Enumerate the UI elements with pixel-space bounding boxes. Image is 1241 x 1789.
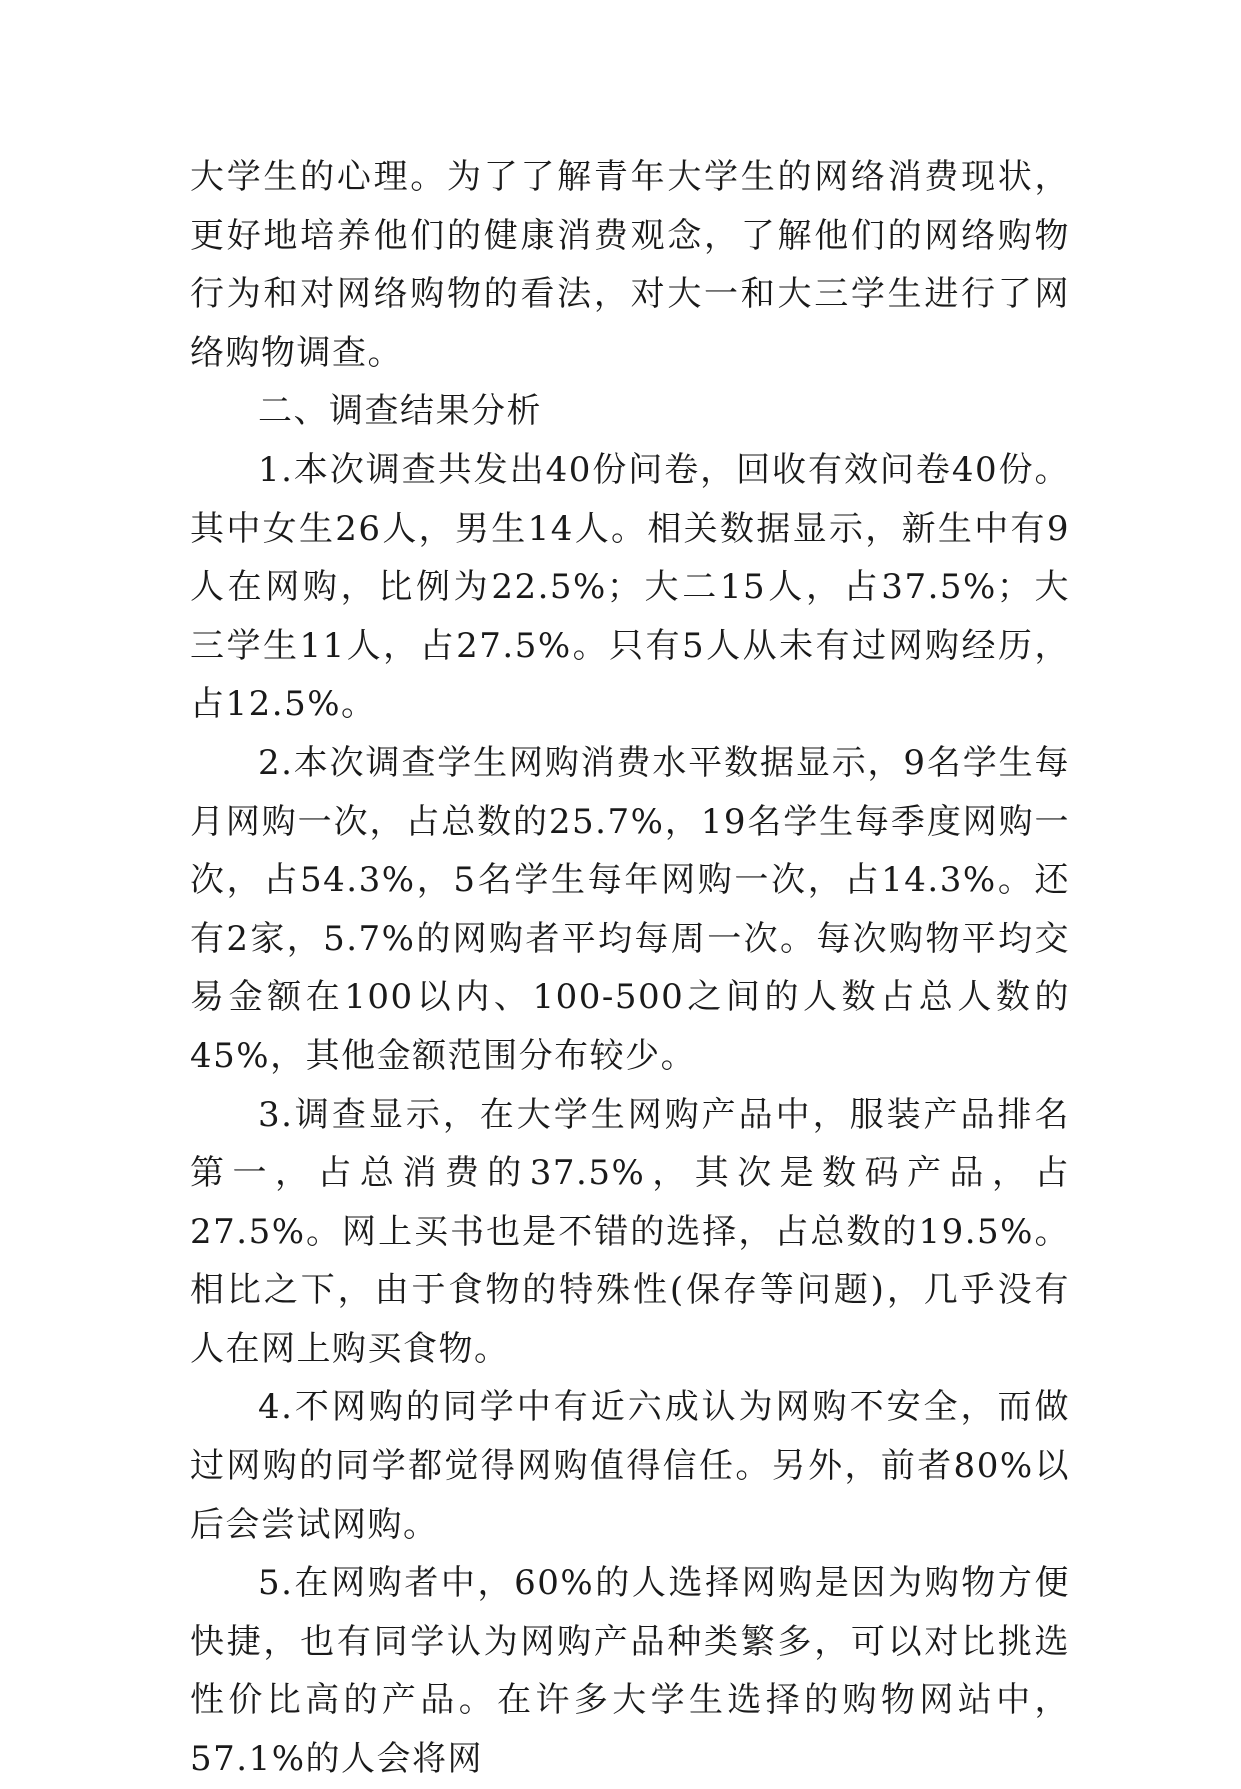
paragraph-finding-3: 3.调查显示，在大学生网购产品中，服装产品排名第一，占总消费的37.5%，其次是数码产品，占27.5%。网上买书也是不错的选择，占总数的19.5%。相比之下，由于食物的特殊性(保存等问题)，几乎没有人在网上购买食物。 xyxy=(190,1094,1070,1369)
paragraph-finding-2: 2.本次调查学生网购消费水平数据显示，9名学生每月网购一次，占总数的25.7%，19名学生每季度网购一次，占54.3%，5名学生每年网购一次，占14.3%。还有2家，5.7%的网购者平均每周一次。每次购物平均交易金额在100以内、100-500之间的人数占总人数的45%，其他金额范围分布较少。 xyxy=(190,742,1070,1076)
paragraph-finding-5: 5.在网购者中，60%的人选择网购是因为购物方便快捷，也有同学认为网购产品种类繁多，可以对比挑选性价比高的产品。在许多大学生选择的购物网站中，57.1%的人会将网 xyxy=(190,1563,1070,1780)
paragraph-finding-4: 4.不网购的同学中有近六成认为网购不安全，而做过网购的同学都觉得网购值得信任。另外，前者80%以后会尝试网购。 xyxy=(190,1387,1070,1545)
document-body xyxy=(190,148,1070,1789)
paragraph-intro-continued: 大学生的心理。为了了解青年大学生的网络消费现状，更好地培养他们的健康消费观念，了解他们的网络购物行为和对网络购物的看法，对大一和大三学生进行了网络购物调查。 xyxy=(190,157,1070,373)
paragraph-finding-1: 1.本次调查共发出40份问卷，回收有效问卷40份。其中女生26人，男生14人。相关数据显示，新生中有9人在网购，比例为22.5%；大二15人，占37.5%；大三学生11人，占27.5%。只有5人从未有过网购经历，占12.5%。 xyxy=(190,449,1070,725)
section-heading: 二、调查结果分析 xyxy=(258,391,542,432)
